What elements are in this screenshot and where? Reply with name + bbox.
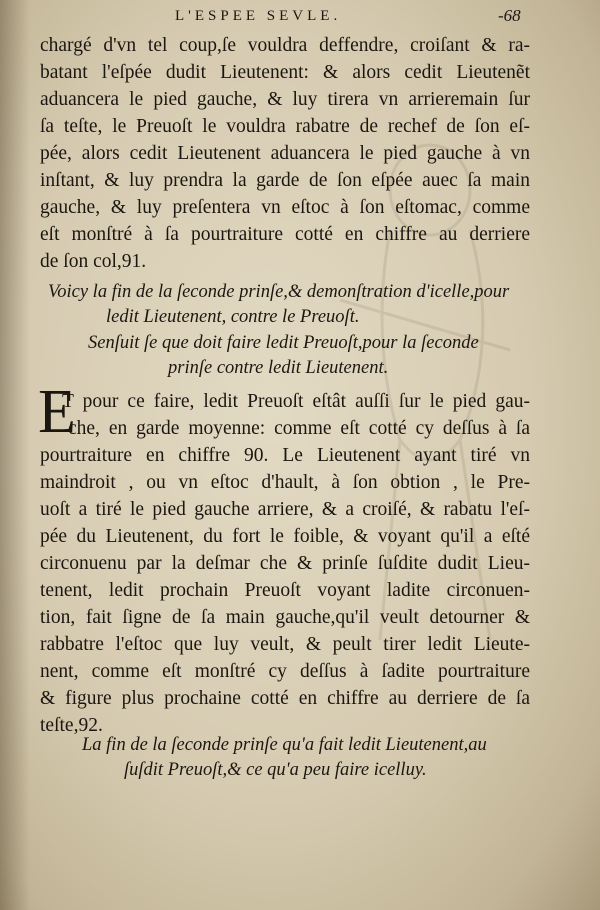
section-heading-line: ledit Lieutenent, contre le Preuoſt. bbox=[106, 307, 360, 327]
text-line: circonuenu par la deſmar che & prinſe ſuſdite dudit Lieu- bbox=[40, 553, 530, 574]
text-line: pée du Lieutenent, du fort le foible, & voyant qu'il a eſté bbox=[40, 526, 530, 547]
text-line: tion, fait ſigne de ſa main gauche,qu'il veult detourner & bbox=[40, 607, 530, 628]
section-heading-line: Voicy la fin de la ſeconde prinſe,& demonſtration d'icelle,pour bbox=[48, 282, 510, 302]
text-line: uoſt a tiré le pied gauche arriere, & a croiſé, & rabatu l'eſ- bbox=[40, 499, 530, 520]
text-line: T pour ce faire, ledit Preuoſt eſtât auſſi ſur le pied gau- bbox=[62, 391, 530, 412]
drop-cap: E bbox=[38, 378, 76, 446]
text-line: de ſon col,91. bbox=[40, 251, 147, 272]
text-line: gauche, & luy preſentera vn eſtoc à ſon eſtomac, comme bbox=[40, 197, 530, 218]
running-title: L'ESPEE SEVLE. bbox=[175, 8, 342, 24]
section-heading-line: prinſe contre ledit Lieutenent. bbox=[168, 358, 389, 378]
page-number: -68 bbox=[498, 6, 521, 25]
text-line: maindroit , ou vn eſtoc d'hault, à ſon obtion , le Pre- bbox=[40, 472, 530, 493]
text-line: aduancera le pied gauche, & luy tirera vn arrieremain ſur bbox=[40, 89, 530, 110]
text-line: inſtant, & luy prendra la garde de ſon eſpée auec ſa main bbox=[40, 170, 530, 191]
text-line: teſte,92. bbox=[40, 715, 103, 736]
text-line: rabbatre l'eſtoc que luy veult, & peult tirer ledit Lieute- bbox=[40, 634, 530, 655]
text-line: pourtraiture en chiffre 90. Le Lieutenent ayant tiré vn bbox=[40, 445, 530, 466]
text-line: che, en garde moyenne: comme eſt cotté cy deſſus à ſa bbox=[68, 418, 530, 439]
section-heading-line: Senſuit ſe que doit faire ledit Preuoſt,pour la ſeconde bbox=[88, 333, 479, 353]
text-line: tenent, ledit prochain Preuoſt voyant ladite circonuen- bbox=[40, 580, 530, 601]
page-gutter-shadow bbox=[0, 0, 30, 910]
text-line: & figure plus prochaine cotté en chiffre au derriere de ſa bbox=[40, 688, 530, 709]
text-line: batant l'eſpée dudit Lieutenent: & alors cedit Lieutenẽt bbox=[40, 62, 530, 83]
text-line: eſt monſtré à ſa pourtraiture cotté en chiffre au derriere bbox=[40, 224, 530, 245]
section-heading-line: ſuſdit Preuoſt,& ce qu'a peu faire icelluy. bbox=[124, 760, 427, 780]
text-line: ſa teſte, le Preuoſt le vouldra rabatre de rechef de ſon eſ- bbox=[40, 116, 530, 137]
text-line: chargé d'vn tel coup,ſe vouldra deffendre, croiſant & ra- bbox=[40, 35, 530, 56]
section-heading-line: La fin de la ſeconde prinſe qu'a fait ledit Lieutenent,au bbox=[82, 735, 487, 755]
text-line: pée, alors cedit Lieutenent aduancera le pied gauche à vn bbox=[40, 143, 530, 164]
text-line: nent, comme eſt monſtré cy deſſus à ſadite pourtraiture bbox=[40, 661, 530, 682]
